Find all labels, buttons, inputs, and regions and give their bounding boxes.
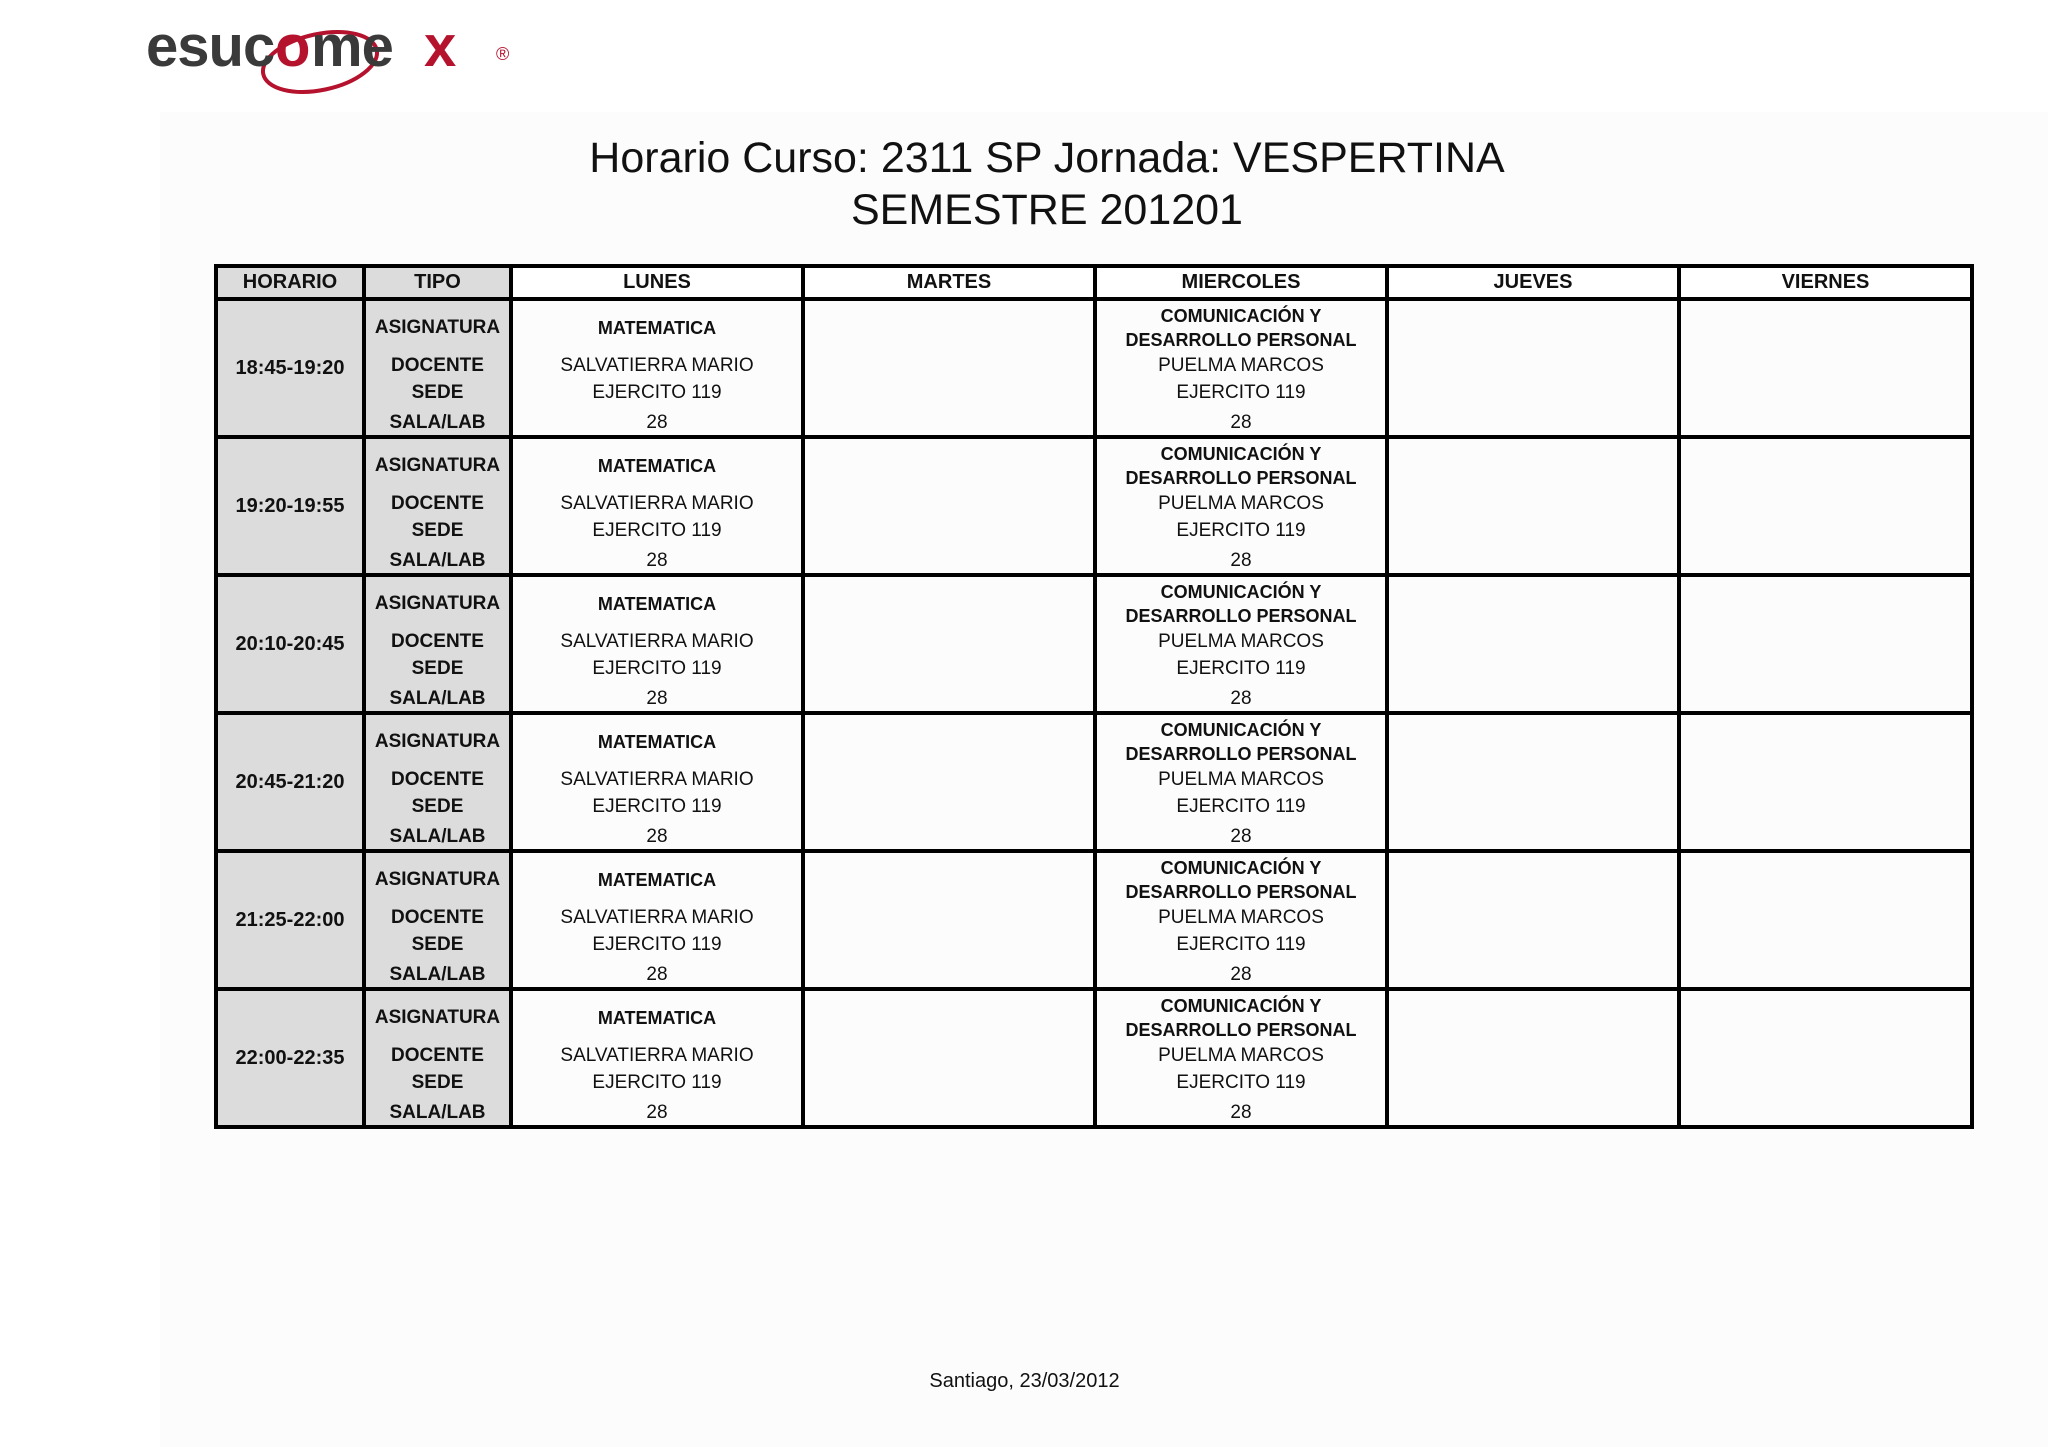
room-number: 28 [646, 1102, 668, 1123]
miercoles-class-block [1097, 579, 1385, 709]
tipo-labels [366, 993, 509, 1123]
label-sede: SEDE [411, 796, 464, 817]
campus-name: EJERCITO 119 [592, 382, 722, 403]
svg-text:x: x [424, 14, 457, 79]
campus-name: EJERCITO 119 [592, 658, 722, 679]
teacher-name: PUELMA MARCOS [1158, 769, 1324, 790]
campus-name: EJERCITO 119 [1176, 796, 1306, 817]
col-header-horario: HORARIO [216, 266, 364, 299]
col-header-jueves: JUEVES [1387, 266, 1679, 299]
schedule-row [216, 437, 1972, 575]
tipo-cell [364, 989, 511, 1127]
label-asignatura: ASIGNATURA [374, 730, 501, 752]
room-number: 28 [1230, 826, 1252, 847]
teacher-name: SALVATIERRA MARIO [560, 355, 754, 376]
jueves-cell [1387, 851, 1679, 989]
col-header-viernes: VIERNES [1679, 266, 1972, 299]
label-docente: DOCENTE [391, 493, 484, 514]
teacher-name: PUELMA MARCOS [1158, 1045, 1324, 1066]
subject-name: COMUNICACIÓN Y DESARROLLO PERSONAL [1125, 995, 1357, 1040]
lunes-class-block [513, 579, 801, 709]
viernes-cell [1679, 437, 1972, 575]
lunes-cell [511, 299, 803, 437]
time-slot: 19:20-19:55 [216, 437, 364, 575]
tipo-labels [366, 717, 509, 847]
room-number: 28 [646, 688, 668, 709]
lunes-class-block [513, 303, 801, 433]
label-sala-lab: SALA/LAB [389, 688, 486, 709]
label-sede: SEDE [411, 934, 464, 955]
lunes-cell [511, 437, 803, 575]
campus-name: EJERCITO 119 [592, 796, 722, 817]
label-sala-lab: SALA/LAB [389, 412, 486, 433]
viernes-cell [1679, 713, 1972, 851]
campus-name: EJERCITO 119 [1176, 1072, 1306, 1093]
tipo-labels [366, 303, 509, 433]
lunes-class-block [513, 717, 801, 847]
teacher-name: SALVATIERRA MARIO [560, 631, 754, 652]
room-number: 28 [646, 826, 668, 847]
tipo-cell [364, 575, 511, 713]
jueves-cell [1387, 299, 1679, 437]
miercoles-cell [1095, 575, 1387, 713]
miercoles-cell [1095, 437, 1387, 575]
viernes-cell [1679, 851, 1972, 989]
teacher-name: SALVATIERRA MARIO [560, 1045, 754, 1066]
col-header-martes: MARTES [803, 266, 1095, 299]
lunes-cell [511, 713, 803, 851]
esucomex-logo [144, 14, 524, 96]
schedule-row [216, 299, 1972, 437]
teacher-name: PUELMA MARCOS [1158, 907, 1324, 928]
miercoles-cell [1095, 989, 1387, 1127]
teacher-name: SALVATIERRA MARIO [560, 907, 754, 928]
time-slot: 18:45-19:20 [216, 299, 364, 437]
subject-name: MATEMATICA [597, 593, 717, 614]
time-slot: 22:00-22:35 [216, 989, 364, 1127]
header-row [216, 266, 1972, 299]
tipo-cell [364, 299, 511, 437]
tipo-labels [366, 441, 509, 571]
schedule-row [216, 851, 1972, 989]
miercoles-cell [1095, 713, 1387, 851]
martes-cell [803, 575, 1095, 713]
lunes-cell [511, 575, 803, 713]
label-asignatura: ASIGNATURA [374, 1006, 501, 1028]
lunes-cell [511, 989, 803, 1127]
semester-title: SEMESTRE 201201 [851, 186, 1243, 234]
room-number: 28 [1230, 550, 1252, 571]
tipo-labels [366, 579, 509, 709]
jueves-cell [1387, 989, 1679, 1127]
miercoles-class-block [1097, 717, 1385, 847]
label-sala-lab: SALA/LAB [389, 550, 486, 571]
tipo-labels [366, 855, 509, 985]
campus-name: EJERCITO 119 [1176, 658, 1306, 679]
teacher-name: PUELMA MARCOS [1158, 493, 1324, 514]
jueves-cell [1387, 713, 1679, 851]
col-header-miercoles: MIERCOLES [1095, 266, 1387, 299]
label-sede: SEDE [411, 658, 464, 679]
schedule-title: Horario Curso: 2311 SP Jornada: VESPERTINA [589, 134, 1505, 182]
time-slot: 21:25-22:00 [216, 851, 364, 989]
col-header-lunes: LUNES [511, 266, 803, 299]
miercoles-class-block [1097, 855, 1385, 985]
teacher-name: SALVATIERRA MARIO [560, 493, 754, 514]
label-asignatura: ASIGNATURA [374, 454, 501, 476]
tipo-cell [364, 437, 511, 575]
room-number: 28 [646, 550, 668, 571]
lunes-class-block [513, 993, 801, 1123]
room-number: 28 [1230, 964, 1252, 985]
time-slot: 20:45-21:20 [216, 713, 364, 851]
teacher-name: PUELMA MARCOS [1158, 355, 1324, 376]
miercoles-class-block [1097, 993, 1385, 1123]
label-sala-lab: SALA/LAB [389, 826, 486, 847]
svg-text:®: ® [496, 44, 510, 64]
time-slot: 20:10-20:45 [216, 575, 364, 713]
room-number: 28 [646, 964, 668, 985]
martes-cell [803, 713, 1095, 851]
lunes-class-block [513, 441, 801, 571]
miercoles-cell [1095, 851, 1387, 989]
viernes-cell [1679, 575, 1972, 713]
subject-name: COMUNICACIÓN Y DESARROLLO PERSONAL [1125, 305, 1357, 350]
campus-name: EJERCITO 119 [592, 520, 722, 541]
martes-cell [803, 851, 1095, 989]
schedule-row [216, 713, 1972, 851]
label-docente: DOCENTE [391, 907, 484, 928]
schedule-row [216, 989, 1972, 1127]
martes-cell [803, 989, 1095, 1127]
label-asignatura: ASIGNATURA [374, 868, 501, 890]
room-number: 28 [1230, 412, 1252, 433]
tipo-cell [364, 851, 511, 989]
room-number: 28 [1230, 1102, 1252, 1123]
martes-cell [803, 299, 1095, 437]
campus-name: EJERCITO 119 [592, 1072, 722, 1093]
subject-name: MATEMATICA [597, 317, 717, 338]
miercoles-class-block [1097, 441, 1385, 571]
campus-name: EJERCITO 119 [1176, 520, 1306, 541]
lunes-cell [511, 851, 803, 989]
label-sala-lab: SALA/LAB [389, 1102, 486, 1123]
subject-name: COMUNICACIÓN Y DESARROLLO PERSONAL [1125, 581, 1357, 626]
teacher-name: PUELMA MARCOS [1158, 631, 1324, 652]
miercoles-class-block [1097, 303, 1385, 433]
lunes-class-block [513, 855, 801, 985]
teacher-name: SALVATIERRA MARIO [560, 769, 754, 790]
schedule-row [216, 575, 1972, 713]
subject-name: COMUNICACIÓN Y DESARROLLO PERSONAL [1125, 719, 1357, 764]
campus-name: EJERCITO 119 [592, 934, 722, 955]
room-number: 28 [1230, 688, 1252, 709]
schedule-table [214, 264, 1974, 1129]
label-asignatura: ASIGNATURA [374, 592, 501, 614]
label-docente: DOCENTE [391, 355, 484, 376]
martes-cell [803, 437, 1095, 575]
viernes-cell [1679, 299, 1972, 437]
miercoles-cell [1095, 299, 1387, 437]
jueves-cell [1387, 575, 1679, 713]
label-sede: SEDE [411, 520, 464, 541]
col-header-tipo: TIPO [364, 266, 511, 299]
subject-name: COMUNICACIÓN Y DESARROLLO PERSONAL [1125, 857, 1357, 902]
subject-name: MATEMATICA [597, 869, 717, 890]
svg-text:me: me [311, 14, 393, 79]
campus-name: EJERCITO 119 [1176, 934, 1306, 955]
label-asignatura: ASIGNATURA [374, 316, 501, 338]
svg-text:o: o [275, 14, 311, 79]
label-docente: DOCENTE [391, 631, 484, 652]
subject-name: COMUNICACIÓN Y DESARROLLO PERSONAL [1125, 443, 1357, 488]
svg-text:esuc: esuc [146, 14, 275, 79]
room-number: 28 [646, 412, 668, 433]
label-docente: DOCENTE [391, 769, 484, 790]
label-sede: SEDE [411, 382, 464, 403]
campus-name: EJERCITO 119 [1176, 382, 1306, 403]
subject-name: MATEMATICA [597, 731, 717, 752]
subject-name: MATEMATICA [597, 455, 717, 476]
label-docente: DOCENTE [391, 1045, 484, 1066]
jueves-cell [1387, 437, 1679, 575]
footer-place-date: Santiago, 23/03/2012 [929, 1370, 1120, 1392]
label-sede: SEDE [411, 1072, 464, 1093]
label-sala-lab: SALA/LAB [389, 964, 486, 985]
tipo-cell [364, 713, 511, 851]
subject-name: MATEMATICA [597, 1007, 717, 1028]
viernes-cell [1679, 989, 1972, 1127]
